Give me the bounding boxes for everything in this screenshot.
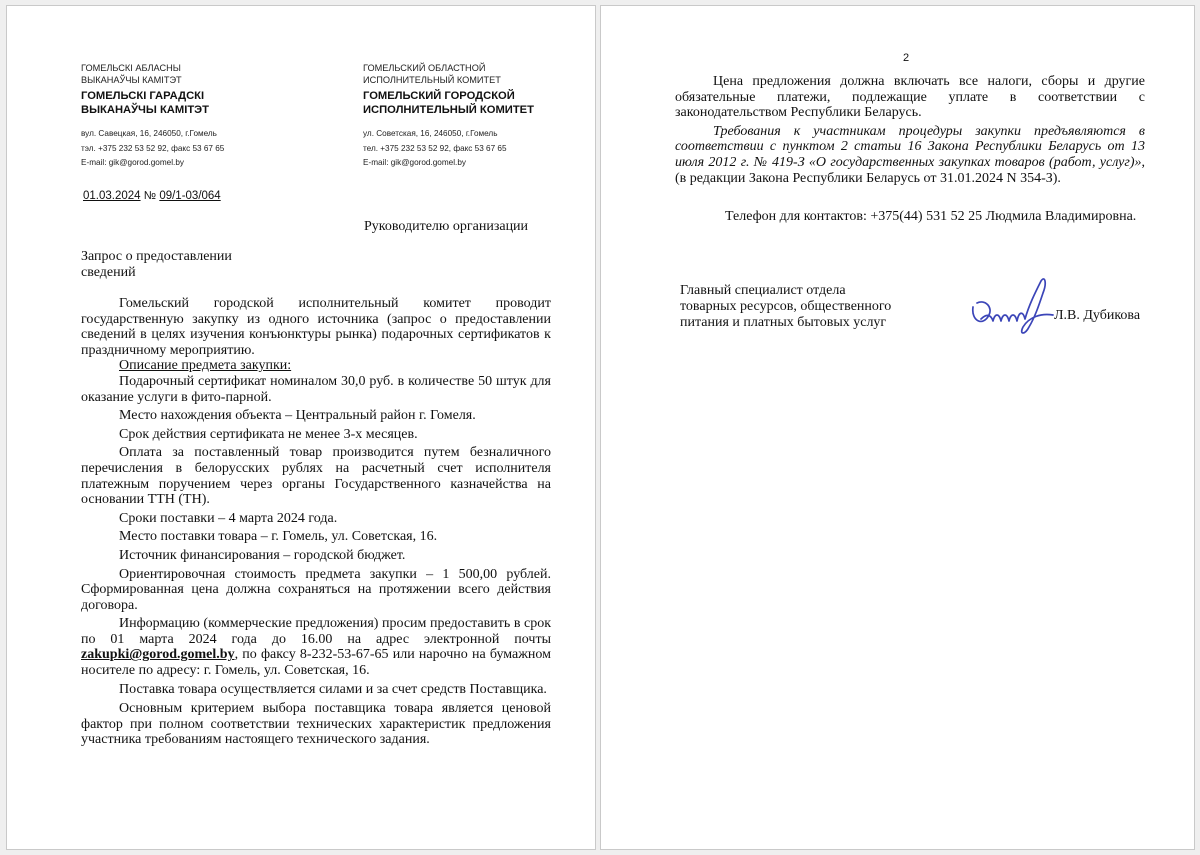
procurement-email-link[interactable]: zakupki@gorod.gomel.by: [81, 647, 235, 663]
letterhead-ru-phone: тел. +375 232 53 52 92, факс 53 67 65: [363, 143, 507, 153]
position-line2: товарных ресурсов, общественного: [680, 299, 892, 314]
paragraph-payment: Оплата за поставленный товар производится путем безналичного перечисления в белорусских рублях на расчетный счет исполнителя платежным поручением через органы Государственного казначейства на основании ТТН (ТН).: [81, 445, 551, 508]
paragraph-delivery-terms: Сроки поставки – 4 марта 2024 года.: [119, 510, 338, 526]
signer-position: [680, 283, 891, 331]
document-page-1: [6, 5, 596, 850]
letterhead-ru-address: ул. Советская, 16, 246050, г.Гомель: [363, 129, 498, 138]
document-subject: [81, 249, 232, 280]
paragraph-info-request: [81, 616, 551, 678]
letterhead-by-bold2: ВЫКАНАЎЧЫ КАМІТЭТ: [81, 103, 209, 116]
position-line3: питания и платных бытовых услуг: [680, 315, 887, 330]
letterhead-by-title: [81, 90, 311, 117]
letterhead-ru-bold2: ИСПОЛНИТЕЛЬНЫЙ КОМИТЕТ: [363, 103, 534, 116]
letterhead-by-address: вул. Савецкая, 16, 246050, г.Гомель: [81, 129, 217, 138]
paragraph-supply: Поставка товара осуществляется силами и за счет средств Поставщика.: [119, 681, 547, 697]
description-heading-line: [81, 358, 551, 374]
letterhead-ru-email: E-mail: gik@gorod.gomel.by: [363, 158, 466, 167]
paragraph-funding: Источник финансирования – городской бюджет.: [119, 547, 406, 563]
letterhead-by-line1: ГОМЕЛЬСКІ АБЛАСНЫ: [81, 63, 181, 73]
signer-name: Л.В. Дубикова: [1054, 308, 1141, 323]
signature-icon: [967, 269, 1067, 343]
info-request-text-a: Информацию (коммерческие предложения) просим предоставить в срок по 01 марта 2024 года до 16.00 на адрес электронной почты: [81, 616, 551, 647]
number-sign: №: [143, 190, 157, 202]
letterhead-ru-title: [363, 90, 593, 117]
paragraph-contact-phone: Телефон для контактов: +375(44) 531 52 25 Людмила Владимировна.: [725, 209, 1137, 225]
page2-body: [675, 74, 1145, 225]
paragraph-delivery-place: Место поставки товара – г. Гомель, ул. Советская, 16.: [119, 529, 438, 545]
addressee: Руководителю организации: [364, 219, 529, 234]
paragraph-price: Цена предложения должна включать все налоги, сборы и другие обязательные платежи, подлежащие уплате в соответствии с законодательством Республики Беларусь.: [675, 74, 1145, 121]
subject-line1: Запрос о предоставлении: [81, 249, 232, 264]
paragraph-intro: Гомельский городской исполнительный комитет проводит государственную закупку из одного источника (запрос о предоставлении сведений в целях изучения конъюнктуры рынка) подарочных сертификатов к праздничному мероприятию.: [81, 296, 551, 358]
paragraph-validity: Срок действия сертификата не менее 3-х месяцев.: [119, 426, 418, 442]
letterhead-belarusian: [81, 62, 311, 171]
letterhead-ru-line2: ИСПОЛНИТЕЛЬНЫЙ КОМИТЕТ: [363, 75, 501, 85]
paragraph-location: Место нахождения объекта – Центральный район г. Гомеля.: [119, 408, 476, 424]
letterhead-by-bold1: ГОМЕЛЬСКІ ГАРАДСКІ: [81, 90, 205, 102]
document-page-2: [600, 5, 1195, 850]
requirements-italic: Требования к участникам процедуры закупки предъявляются в соответствии с пунктом 2 статьи 16 Закона Республики Беларусь от 13 июля 2012 г. № 419-З «О государственных закупках товаров (работ, услуг)»: [675, 123, 1145, 170]
letterhead-by-contacts: [81, 127, 311, 171]
letterhead-russian: [363, 62, 593, 171]
letter-body: [81, 296, 551, 748]
position-line1: Главный специалист отдела: [680, 283, 846, 298]
document-number: 09/1-03/064: [159, 190, 221, 202]
letterhead-ru-bold1: ГОМЕЛЬСКИЙ ГОРОДСКОЙ: [363, 90, 515, 102]
info-request-text-b: , по факсу 8-232-53-67-65 или нарочно на бумажном носителе по адресу: г. Гомель, ул. Советская, 16.: [81, 647, 551, 679]
letterhead-by-phone: тэл. +375 232 53 52 92, факс 53 67 65: [81, 143, 225, 153]
letterhead-by-line2: ВЫКАНАЎЧЫ КАМІТЭТ: [81, 75, 182, 85]
document-date: 01.03.2024: [83, 190, 141, 202]
subject-line2: сведений: [81, 264, 136, 280]
paragraph-requirements: [675, 124, 1145, 186]
paragraph-certificate: Подарочный сертификат номиналом 30,0 руб. в количестве 50 штук для оказание услуги в фито-парной.: [81, 373, 551, 405]
letterhead-ru-contacts: [363, 127, 593, 171]
page-number: 2: [903, 52, 910, 64]
letterhead-by-email: E-mail: gik@gorod.gomel.by: [81, 158, 184, 167]
paragraph-cost: Ориентировочная стоимость предмета закупки – 1 500,00 рублей. Сформированная цена должна сохраняться на протяжении всего действия договора.: [81, 566, 551, 613]
letterhead-ru-line1: ГОМЕЛЬСКИЙ ОБЛАСТНОЙ: [363, 63, 486, 73]
description-heading: Описание предмета закупки:: [119, 358, 292, 374]
requirements-tail: , (в редакции Закона Республики Беларусь от 31.01.2024 N 354-З).: [675, 154, 1145, 186]
paragraph-criterion: Основным критерием выбора поставщика товара является ценовой фактор при полном соответствии технических характеристик предложения участника требованиям настоящего технического задания.: [81, 701, 551, 748]
document-reference: [83, 190, 221, 202]
